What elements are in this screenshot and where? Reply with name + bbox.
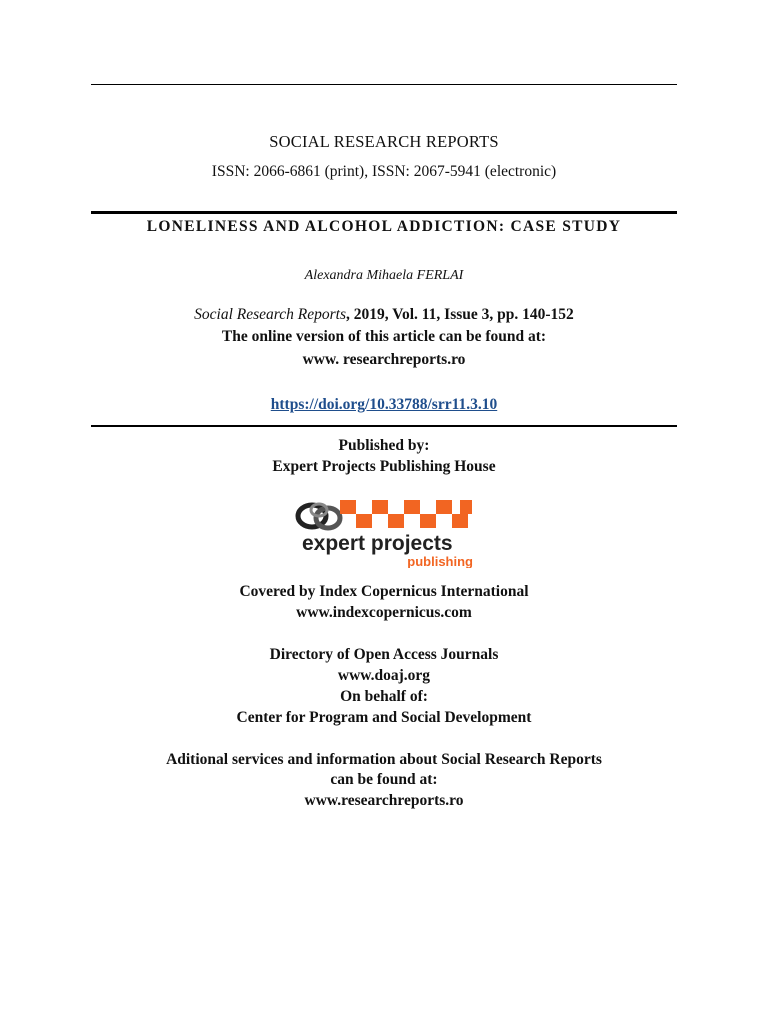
citation-journal: Social Research Reports (194, 306, 346, 323)
additional-info-2: can be found at: (330, 771, 438, 788)
knot-logo-icon (298, 504, 340, 528)
article-title: LONELINESS AND ALCOHOL ADDICTION: CASE STUDY (146, 218, 622, 235)
doaj-label: Directory of Open Access Journals (269, 646, 499, 663)
article-citation (0, 305, 768, 325)
copernicus-label: Covered by Index Copernicus International (239, 583, 529, 600)
title-rule (91, 211, 677, 214)
additional-info: Aditional services and information about Social Research Reports (166, 751, 602, 768)
online-url: www. researchreports.ro (302, 351, 466, 368)
journal-issn: ISSN: 2066-6861 (print), ISSN: 2067-5941 (electronic) (211, 163, 557, 180)
top-rule (91, 84, 677, 85)
published-by-label: Published by: (338, 437, 430, 454)
expert-projects-logo (292, 496, 476, 568)
logo-word: expert projects (302, 532, 453, 555)
logo-sub: publishing (407, 554, 473, 568)
doi-line (0, 395, 768, 415)
behalf-label: On behalf of: (340, 688, 428, 705)
checker-pattern (340, 500, 472, 528)
citation-details: , 2019, Vol. 11, Issue 3, pp. 140-152 (345, 306, 574, 323)
publisher-name: Expert Projects Publishing House (272, 458, 496, 475)
doi-link[interactable]: https://doi.org/10.33788/srr11.3.10 (270, 396, 498, 413)
doaj-url: www.doaj.org (337, 667, 431, 684)
copernicus-url: www.indexcopernicus.com (296, 604, 472, 621)
behalf-org: Center for Program and Social Development (236, 709, 532, 726)
publisher-rule (91, 425, 677, 427)
online-notice: The online version of this article can be found at: (221, 328, 547, 345)
additional-url: www.researchreports.ro (304, 792, 464, 809)
article-author: Alexandra Mihaela FERLAI (304, 268, 464, 283)
journal-name: SOCIAL RESEARCH REPORTS (269, 132, 499, 151)
